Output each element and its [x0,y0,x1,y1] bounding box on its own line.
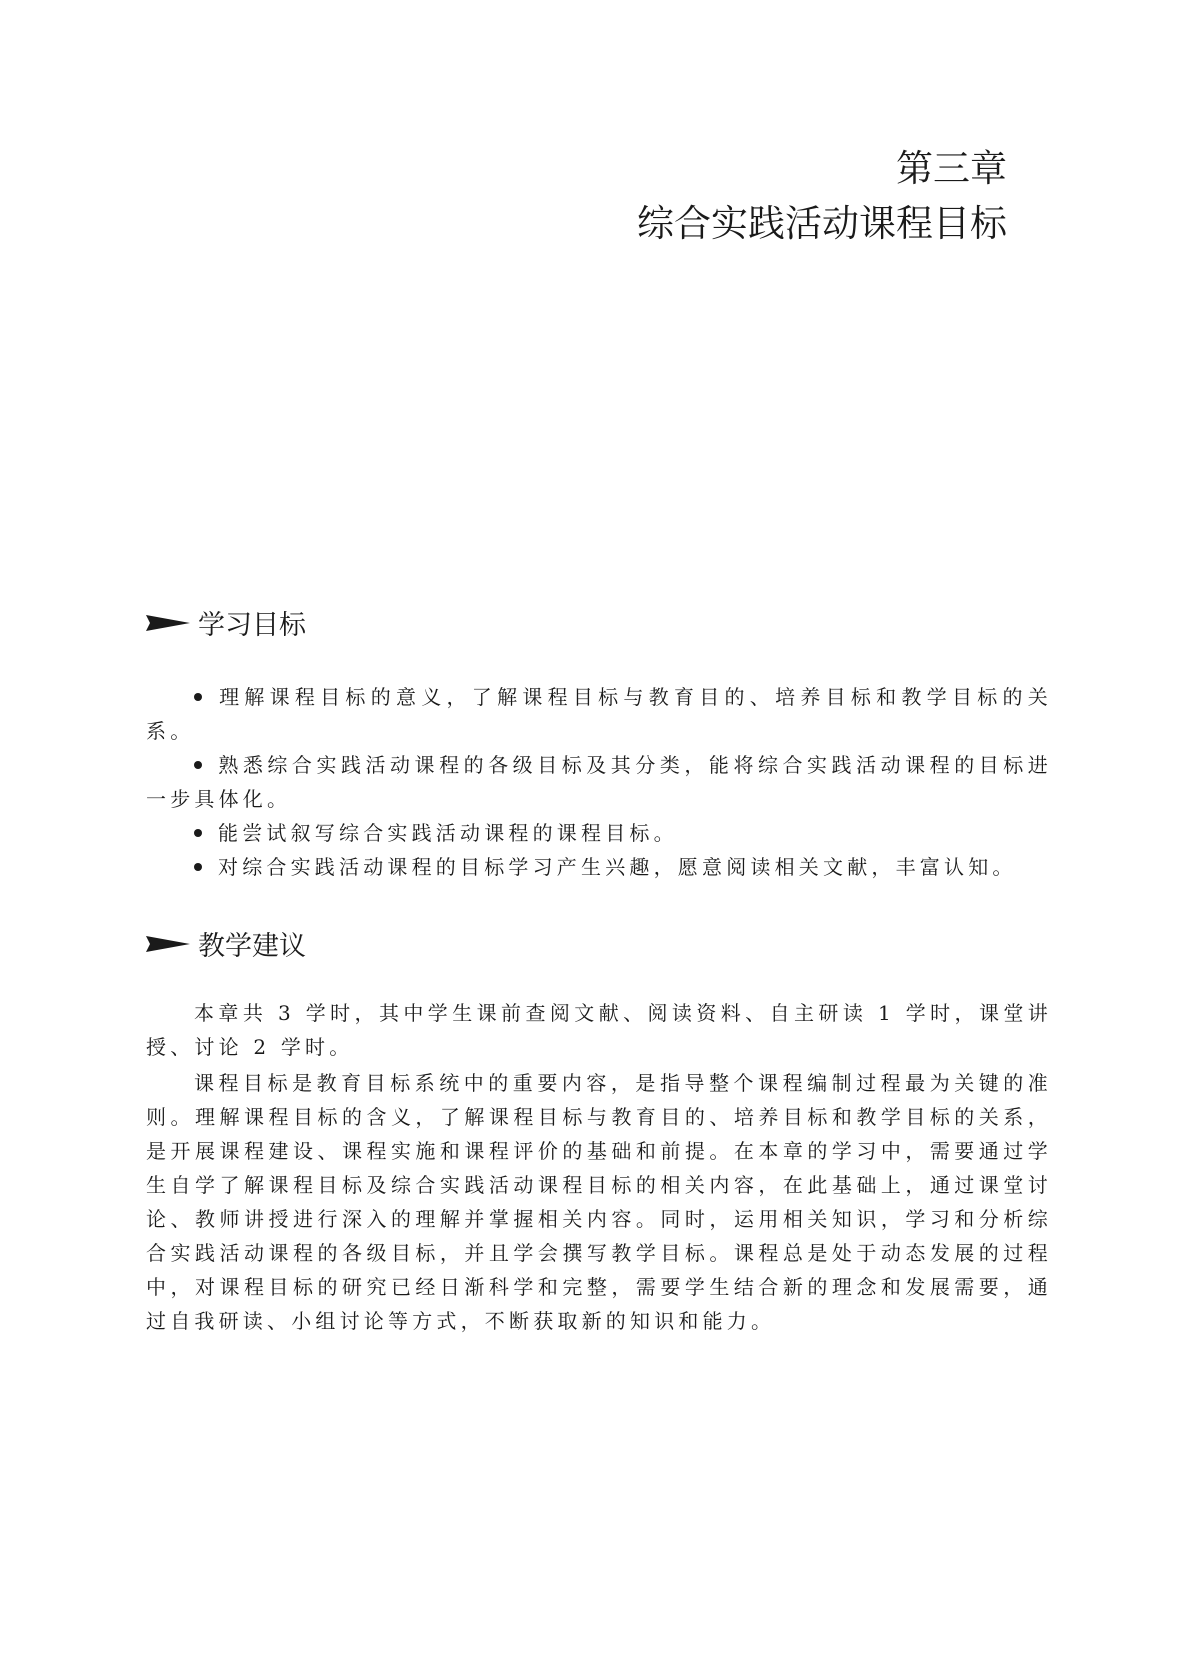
list-item: 对综合实践活动课程的目标学习产生兴趣，愿意阅读相关文献，丰富认知。 [146,850,1052,884]
paragraph: 本章共 3 学时，其中学生课前查阅文献、阅读资料、自主研读 1 学时，课堂讲授、讨论 2 学时。 [146,1001,1052,1059]
list-item: 能尝试叙写综合实践活动课程的课程目标。 [146,816,1052,850]
bullet-icon [194,761,202,769]
paragraph: 课程目标是教育目标系统中的重要内容，是指导整个课程编制过程最为关键的准则。理解课程目标的含义，了解课程目标与教育目的、培养目标和教学目标的关系，是开展课程建设、课程实施和课程评价的基础和前提。在本章的学习中，需要通过学生自学了解课程目标及综合实践活动课程目标的相关内容，在此基础上，通过课堂讨论、教师讲授进行深入的理解并掌握相关内容。同时，运用相关知识，学习和分析综合实践活动课程的各级目标，并且学会撰写教学目标。课程总是处于动态发展的过程中，对课程目标的研究已经日渐科学和完整，需要学生结合新的理念和发展需要，通过自我研读、小组讨论等方式，不断获取新的知识和能力。 [146,1071,1052,1333]
list-item: 熟悉综合实践活动课程的各级目标及其分类，能将综合实践活动课程的目标进一步具体化。 [146,753,1052,811]
bullet-icon [194,693,202,701]
list-item: 理解课程目标的意义，了解课程目标与教育目的、培养目标和教学目标的关系。 [146,685,1052,743]
chapter-header [637,145,1007,253]
pointer-arrow-icon [146,613,190,633]
pointer-arrow-icon [146,934,190,954]
chapter-title: 综合实践活动课程目标 [637,202,1007,245]
learning-objectives-list [146,680,1052,884]
teaching-suggestions-title: 教学建议 [198,931,306,962]
bullet-icon [194,829,202,837]
learning-objectives-heading [146,603,306,642]
learning-objectives-title: 学习目标 [198,610,306,641]
chapter-number: 第三章 [896,147,1007,190]
bullet-icon [194,863,202,871]
teaching-suggestions-heading [146,924,306,963]
teaching-suggestions-body [146,996,1052,1340]
